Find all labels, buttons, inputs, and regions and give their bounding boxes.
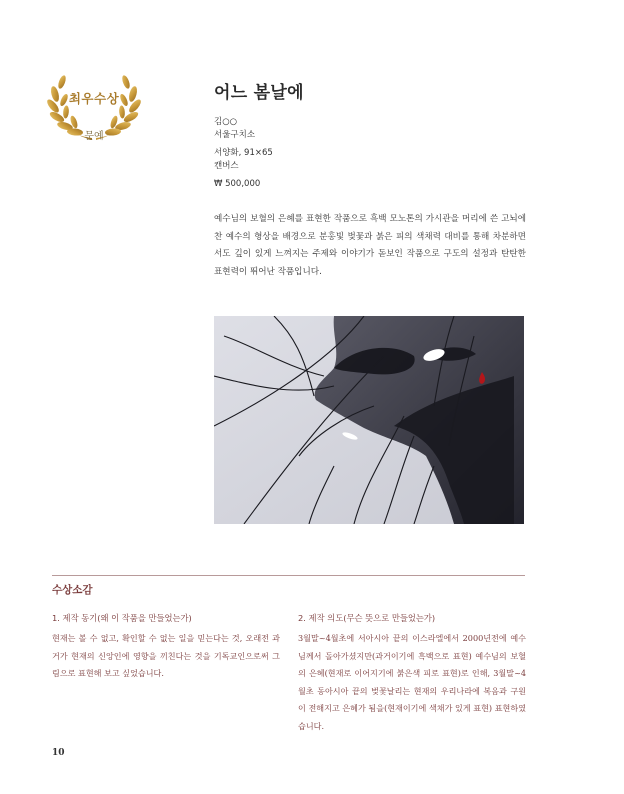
award-category: 문예 — [84, 131, 104, 142]
artist-affiliation: 서울구치소 — [214, 129, 256, 140]
award-speech-title: 수상소감 — [52, 584, 93, 596]
question-1-answer: 현재는 볼 수 없고, 확인할 수 없는 일을 믿는다는 것, 오래전 과거가 현재의 신앙인에 영향을 끼친다는 것을 기독교인으로써 그림으로 표현해 보고 싶었습니다. — [52, 633, 280, 678]
award-title: 최우수상 — [68, 91, 120, 106]
artist-name: 김○○ — [214, 117, 238, 127]
question-1-heading: 1. 제작 동기(왜 이 작품을 만들었는가) — [52, 613, 192, 623]
price-info — [214, 178, 260, 191]
artwork-technique: 서양화, 91×65 — [214, 148, 273, 158]
question-2-answer: 3월말~4월초에 서아시아 끝의 이스라엘에서 2000년전에 예수님께서 돌아가셨지만(과거이기에 흑백으로 표현) 예수님의 보혈의 은혜(현재로 이어지기에 붉은색 피로 표현)로 인해, 3월말~4월초 동아시아 끝의 벚꽃날리는 현재의 우리나라에 복음과 구원이 전해지고 은혜가 됨을(현재이기에 색채가 있게 표현) 표현하였습니다. — [298, 633, 526, 731]
medium-info — [214, 147, 273, 172]
question-2-heading: 2. 제작 의도(무슨 뜻으로 만들었는가) — [298, 613, 436, 623]
artwork-price: ₩ 500,000 — [214, 179, 261, 189]
artwork-image — [214, 316, 524, 524]
artist-info — [214, 116, 255, 141]
award-badge — [42, 62, 146, 144]
page-number: 10 — [52, 748, 65, 758]
section-divider — [52, 575, 525, 576]
artwork-title: 어느 봄날에 — [214, 83, 304, 103]
artwork-material: 캔버스 — [214, 160, 239, 171]
artwork-description: 예수님의 보혈의 은혜를 표현한 작품으로 흑백 모노톤의 가시관을 머리에 쓴 고뇌에 찬 예수의 형상을 배경으로 분홍빛 벚꽃과 붉은 피의 색채력 대비를 통해 차분하면서도 깊이 있게 느껴지는 주제와 이야기가 돋보인 작품으로 구도의 설정과 탄탄한 표현력이 뛰어난 작품입니다. — [214, 214, 526, 277]
